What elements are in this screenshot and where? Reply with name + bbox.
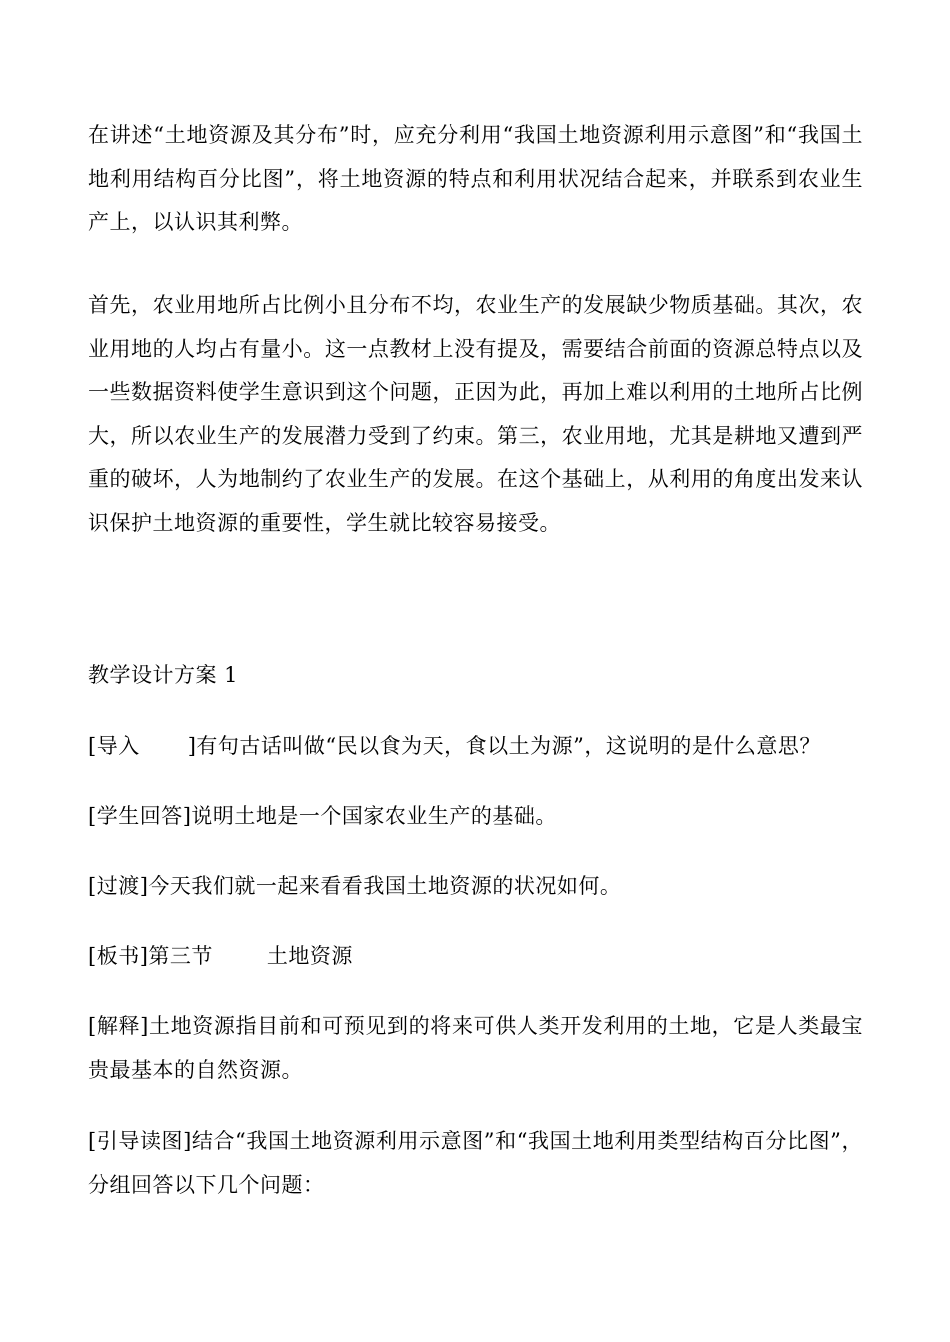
transition-text: 今天我们就一起来看看我国土地资源的状况如何。 [148,874,622,898]
lesson-student-answer [88,795,863,839]
board-section: 第三节 [148,944,213,968]
guide-text: 结合“我国土地资源利用示意图”和“我国土地利用类型结构百分比图”，分组回答以下几个问题： [88,1129,863,1197]
section-heading: 教学设计方案 1 [88,663,239,687]
lesson-explanation [88,1005,863,1092]
lesson-intro [88,725,863,769]
explain-text: 土地资源指目前和可预见到的将来可供人类开发利用的土地，它是人类最宝贵最基本的自然资源。 [88,1014,863,1082]
intro-tag: [导入 [88,734,140,758]
lesson-transition [88,865,863,909]
answer-tag: [学生回答] [88,804,192,828]
explain-tag: [解释] [88,1014,149,1038]
transition-tag: [过渡] [88,874,149,898]
answer-text: 说明土地是一个国家农业生产的基础。 [191,804,557,828]
paragraph-agricultural-analysis: 首先，农业用地所占比例小且分布不均，农业生产的发展缺少物质基础。其次，农业用地的人均占有量小。这一点教材上没有提及，需要结合前面的资源总特点以及一些数据资料使学生意识到这个问题，正因为此，再加上难以利用的土地所占比例大，所以农业生产的发展潜力受到了约束。第三，农业用地，尤其是耕地又遭到严重的破坏，人为地制约了农业生产的发展。在这个基础上，从利用的角度出发来认识保护土地资源的重要性，学生就比较容易接受。 [88,293,863,535]
guide-tag: [引导读图] [88,1129,192,1153]
lesson-guided-reading [88,1120,863,1207]
board-tag: [板书] [88,944,149,968]
lesson-board [88,935,863,979]
board-title: 土地资源 [266,944,353,968]
intro-text: 有句古话叫做“民以食为天，食以土为源”，这说明的是什么意思？ [196,734,821,758]
paragraph-land-resources-intro: 在讲述“土地资源及其分布”时，应充分利用“我国土地资源利用示意图”和“我国土地利用结构百分比图”，将土地资源的特点和利用状况结合起来，并联系到农业生产上，以认识其利弊。 [88,123,863,234]
intro-tag-close: ] [187,734,197,758]
